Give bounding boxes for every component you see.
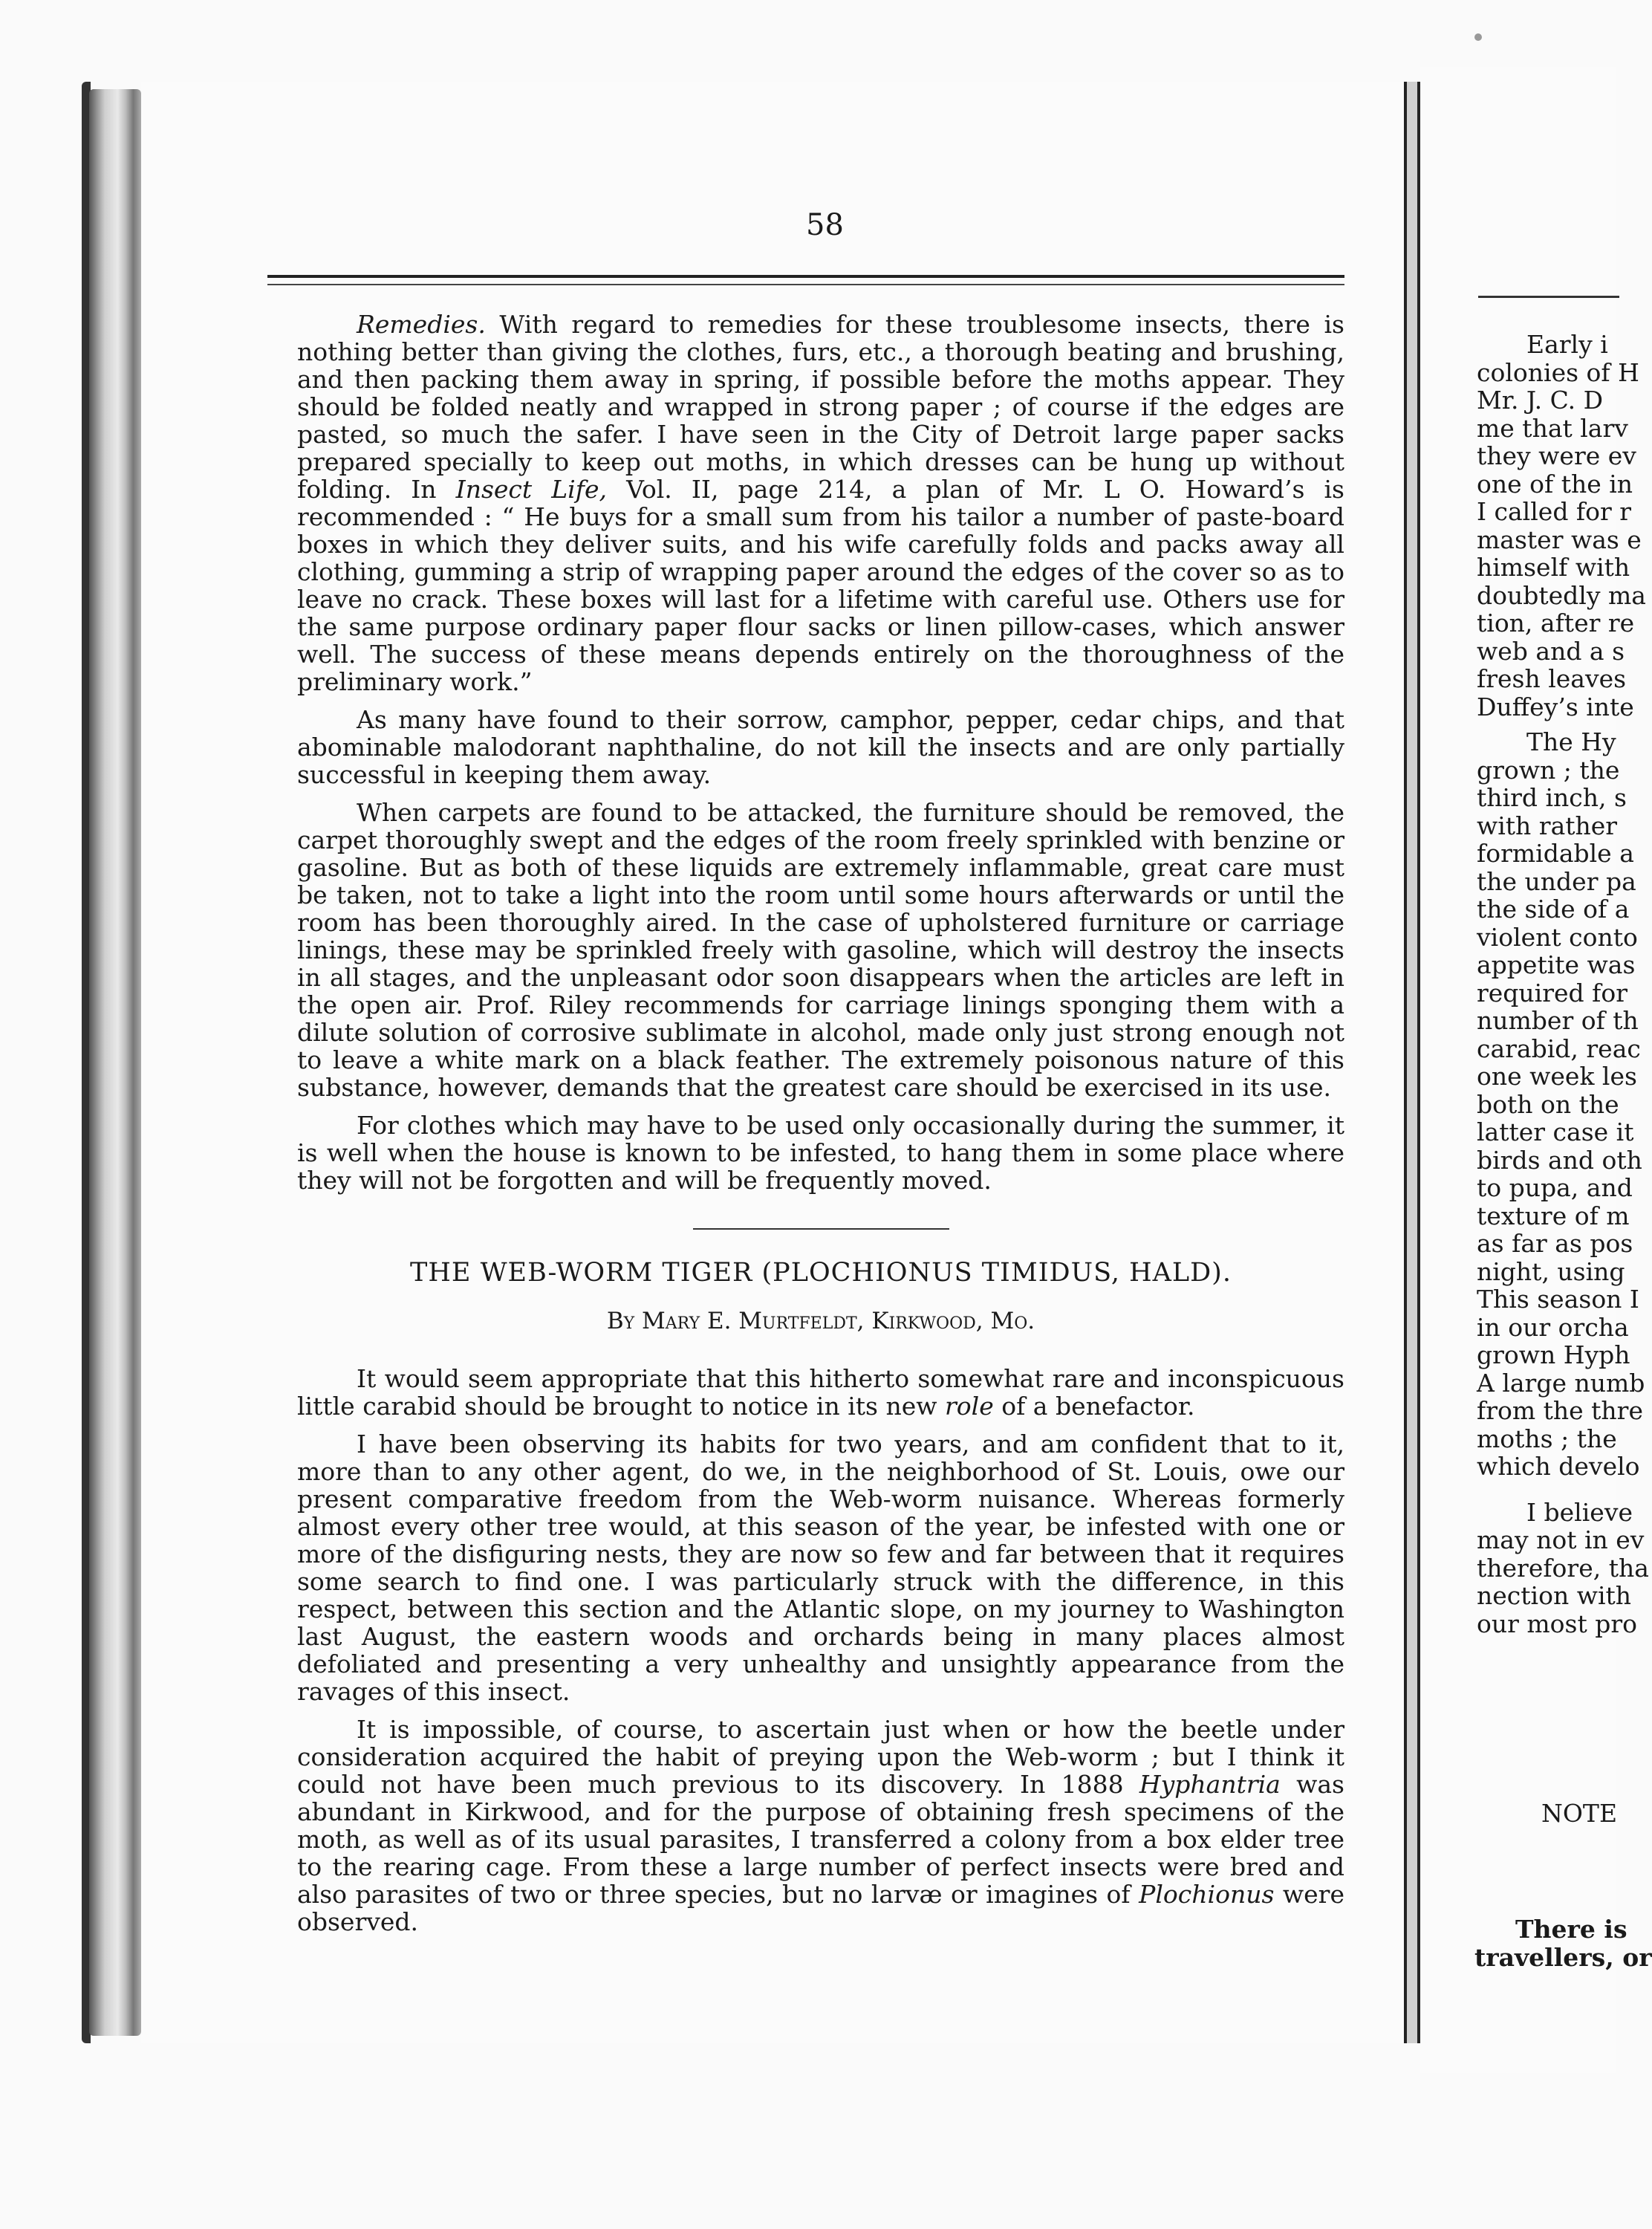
right-page-line: both on the — [1477, 1089, 1619, 1119]
right-page-line: web and a s — [1477, 636, 1625, 666]
right-page-line: grown ; the — [1477, 755, 1620, 785]
book-spine — [89, 89, 141, 2036]
right-page-line: texture of m — [1477, 1201, 1630, 1230]
right-page-line: night, using — [1477, 1256, 1625, 1286]
right-page-line: the under pa — [1477, 866, 1636, 896]
right-page-line: fresh leaves — [1477, 664, 1627, 693]
right-page-line: nection with — [1477, 1581, 1632, 1610]
right-page-line: Early i — [1526, 330, 1608, 359]
right-page-line: to pupa, and — [1477, 1173, 1633, 1202]
italic-title: Insect Life, — [455, 475, 607, 504]
article-paragraph — [297, 1365, 1344, 1420]
right-page-line: one of the in — [1477, 469, 1633, 499]
right-page-line: grown Hyph — [1477, 1340, 1630, 1369]
italic-word: role — [945, 1392, 994, 1421]
right-page-line: they were ev — [1477, 441, 1636, 470]
right-page-line: doubtedly ma — [1477, 580, 1646, 610]
right-page-line: A large numb — [1477, 1368, 1645, 1398]
right-page-line: carabid, reac — [1477, 1034, 1641, 1063]
right-page-line: appetite was — [1477, 950, 1636, 979]
paragraph-remedies — [297, 311, 1344, 695]
right-page-line: formidable a — [1477, 839, 1634, 868]
right-page-line: the side of a — [1477, 895, 1630, 924]
article-byline: By Mary E. Murtfeldt, Kirkwood, Mo. — [606, 1308, 1035, 1334]
right-page-line: me that larv — [1477, 413, 1628, 443]
right-page-line: I called for r — [1477, 497, 1632, 526]
section-separator — [693, 1228, 949, 1230]
right-page-line: from the thre — [1477, 1396, 1643, 1425]
left-page-text — [297, 311, 1344, 1946]
right-page-line: The Hy — [1526, 727, 1616, 756]
paragraph-text: Vol. II, page 214, a plan of Mr. L O. Howard’s is recommended : “ He buys for a small sum from his tailor a number of paste-board boxes in which they deliver suits, and his wife carefully folds and packs away all clothing, gumming a strip of wrapping paper around the edges of the cover so as to leave no crack. These boxes will last for a lifetime with careful use. Others use for the same purpose ordinary paper flour sacks or linen pillow-cases, which answer well. The success of these means depends entirely on the thoroughness of the preliminary work.” — [297, 475, 1344, 696]
right-page-line: violent conto — [1477, 922, 1638, 952]
italic-genus: Plochionus — [1139, 1880, 1275, 1909]
header-rule — [267, 275, 1344, 278]
italic-genus: Hyphantria — [1139, 1770, 1281, 1799]
paragraph-text: It is impossible, of course, to ascertain just when or how the beetle under consideration acquired the habit of preying upon the Web-worm ; but I think it could not have been much previous to its discovery. In 1888 — [297, 1715, 1344, 1799]
right-page-line: Mr. J. C. D — [1477, 386, 1604, 415]
right-page-line: tion, after re — [1477, 609, 1635, 637]
right-page-line: birds and oth — [1477, 1145, 1642, 1175]
right-page-line: latter case it — [1477, 1117, 1634, 1146]
page-gutter — [1407, 82, 1417, 2043]
paragraph-camphor: As many have found to their sorrow, camphor, pepper, cedar chips, and that abominable malodorant naphthaline, do not kill the insects and are only partially successful in keeping them away. — [297, 705, 1344, 789]
right-page-line: moths ; the — [1477, 1424, 1617, 1453]
paragraph-text: were observed. — [297, 1880, 1344, 1936]
right-page-header-rule — [1478, 296, 1619, 298]
header-rule-thin — [267, 284, 1344, 285]
right-page-line: I believe — [1526, 1497, 1633, 1527]
right-page-line: colonies of H — [1477, 357, 1639, 387]
paragraph-text: was abundant in Kirkwood, and for the purpose of obtaining fresh specimens of the moth, as well as of its usual parasites, I transferred a colony from a box elder tree to the rearing cage. From these a large number of perfect insects were bred and also parasites of two or three species, but no larvæ or imagines of — [297, 1770, 1344, 1909]
article-paragraph — [297, 1716, 1344, 1936]
paragraph-text: It would seem appropriate that this hitherto somewhat rare and inconspicuous little carabid should be brought to notice in its new — [297, 1364, 1344, 1421]
paragraph-text: With regard to remedies for these troublesome insects, there is nothing better than giving the clothes, furs, etc., a thorough beating and brushing, and then packing them away in spring, if possible before the moths appear. They should be folded neatly and wrapped in strong paper ; of course if the edges are pasted, so much the safer. I have seen in the City of Detroit large paper sacks prepared specially to keep out moths, in which dresses can be hung up without folding. In — [297, 310, 1344, 504]
right-page-line: with rather — [1477, 811, 1618, 840]
right-page-heading-fragment: NOTE — [1541, 1799, 1618, 1828]
right-page-line: our most pro — [1477, 1609, 1637, 1638]
right-page-line: master was e — [1477, 525, 1642, 554]
right-page-line: one week les — [1477, 1062, 1637, 1091]
paper-speck — [1474, 33, 1482, 41]
right-page-line: Duffey’s inte — [1477, 692, 1634, 721]
right-page-line: number of th — [1477, 1006, 1639, 1035]
right-page-line: himself with — [1477, 553, 1630, 582]
right-page-line: required for — [1477, 978, 1628, 1008]
right-page-line: third inch, s — [1477, 783, 1627, 812]
paragraph-carpets: When carpets are found to be attacked, the furniture should be removed, the carpet thoroughly swept and the edges of the room freely sprinkled with benzine or gasoline. But as both of these liquids are extremely inflammable, great care must be taken, not to take a light into the room until some hours afterwards or until the room has been thoroughly aired. In the case of upholstered furniture or carriage linings, these may be sprinkled freely with gasoline, which will destroy the insects in all stages, and the unpleasant odor soon disappears when the articles are left in the open air. Prof. Riley recommends for carriage linings sponging them with a dilute solution of corrosive sublimate in alcohol, made only just strong enough not to leave a white mark on a black feather. The extremely poisonous nature of this substance, however, demands that the greatest care should be exercised in its use. — [297, 798, 1344, 1102]
paragraph-text: of a benefactor. — [1001, 1392, 1195, 1421]
page-number: 58 — [806, 208, 844, 242]
right-page-line: therefore, tha — [1477, 1553, 1649, 1583]
article-paragraph: I have been observing its habits for two years, and am confident that to it, more than to any other agent, do we, in the neighborhood of St. Louis, owe our present comparative freedom from the Web-worm nuisance. Whereas formerly almost every other tree would, at this season of the year, be infested with one or more of the disfiguring nests, they are now so few and far between that it requires some search to find one. I was particularly struck with the difference, in this respect, between this section and the Atlantic slope, on my journey to Washington last August, the eastern woods and orchards being in many places almost defoliated and presenting a very unhealthy and unsightly appearance from the ravages of this insect. — [297, 1430, 1344, 1706]
right-page-line: may not in ev — [1477, 1525, 1645, 1554]
right-page-line: in our orcha — [1477, 1312, 1629, 1342]
right-page-bottom-line: travellers, or — [1474, 1943, 1652, 1972]
right-page-line: as far as pos — [1477, 1229, 1633, 1258]
right-page-line: This season I — [1477, 1285, 1639, 1314]
right-page-bottom-line: There is — [1515, 1915, 1627, 1944]
paragraph-clothes: For clothes which may have to be used only occasionally during the summer, it is well when the house is known to be infested, to hang them in some place where they will not be forgotten and will be frequently moved. — [297, 1111, 1344, 1195]
article-title: THE WEB-WORM TIGER (PLOCHIONUS TIMIDUS, HALD). — [410, 1258, 1232, 1288]
right-page-line: which develo — [1477, 1452, 1640, 1481]
paragraph-lead: Remedies. — [357, 310, 486, 339]
